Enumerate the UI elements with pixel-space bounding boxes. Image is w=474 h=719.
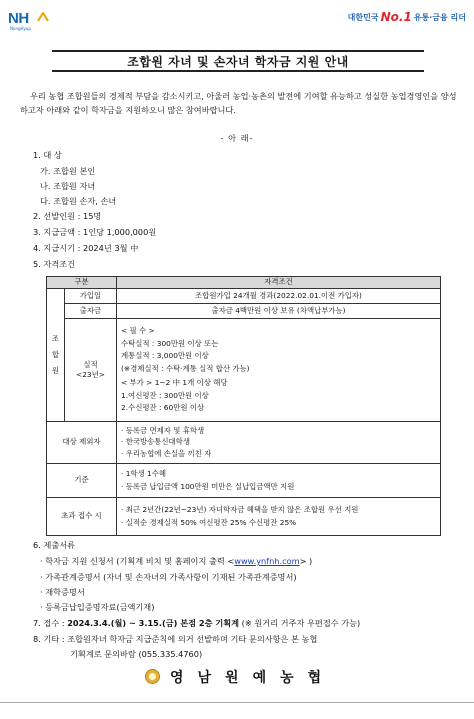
homepage-link[interactable]: www.ynfnh.com — [234, 556, 300, 566]
item-target: 1. 대 상 — [33, 150, 62, 160]
header-conditions: 자격조건 — [117, 277, 441, 289]
item-amount: 3. 지급금액 : 1인당 1,000,000원 — [33, 227, 157, 237]
docs-item-application: · 학자금 지원 신청서 (기획계 비치 및 홈페이지 출력 <www.ynfnh.com> ) — [40, 556, 313, 566]
table-row — [47, 319, 441, 422]
other-info-line2: 기획계로 문의바람 (055.335.4760) — [70, 649, 203, 659]
docs-item-enrollment: · 재학증명서 — [40, 587, 85, 597]
organization-name: 영남원예농협 — [170, 670, 336, 686]
oversubscription-value: · 최근 2년간(22년~23년) 자녀학자금 혜택을 받지 않은 조합원 우선 지원 · 실적순 경제실적 50% 여신평잔 25% 수신평잔 25% — [117, 498, 441, 536]
table-row — [47, 498, 441, 536]
receipt-info: 7. 접수 : 2024.3.4.(월) ~ 3.15.(금) 본점 2층 기획계 (※ 원거리 거주자 우편접수 가능) — [33, 618, 361, 628]
excluded-label: 대상 제외자 — [47, 422, 117, 464]
qualification-table — [46, 276, 441, 536]
section-divider-label: - 아 래- — [220, 133, 254, 143]
join-date-label: 가입일 — [65, 289, 117, 304]
table-row — [47, 304, 441, 319]
docs-item-tuition: · 등록금납입증명자료(금액기재) — [40, 602, 155, 612]
excluded-value: · 등록금 면제자 및 휴학생 · 한국방송통신대학생 · 우리농협에 손실을 끼친 자 — [117, 422, 441, 464]
coop-seal-icon — [145, 669, 160, 684]
member-group-label: 조 합 원 — [47, 289, 65, 422]
performance-value: < 필 수 > 수탁실적 : 300만원 이상 또는 계통실적 : 3,000만원 이상 (※경제실적 : 수탁·계통 실적 합산 가능) < 부가 > 1~2 中 1개 이상 해당 1.여신평잔 : 300만원 이상 2.수신평잔 : 60만원 이상 — [117, 319, 441, 422]
item-count: 2. 선발인원 : 15명 — [33, 211, 102, 221]
header-gubun: 구분 — [47, 277, 117, 289]
table-header-row — [47, 277, 441, 289]
investment-value: 출자금 4백만원 이상 보유 (차액납부가능) — [117, 304, 441, 319]
item-target-b: 나. 조합원 자녀 — [40, 181, 96, 191]
receipt-period: 2024.3.4.(월) ~ 3.15.(금) 본점 2층 기획계 — [67, 618, 240, 628]
item-target-c: 다. 조합원 손자, 손녀 — [40, 196, 117, 206]
item-qualification: 5. 자격조건 — [33, 259, 76, 269]
item-timing: 4. 지급시기 : 2024년 3월 中 — [33, 243, 139, 253]
page-header — [0, 0, 474, 36]
nh-logo: NH — [8, 10, 29, 27]
intro-paragraph: 우리 농협 조합원들의 경제적 부담을 감소시키고, 아울러 농업·농촌의 발전에 기여할 유능하고 성실한 농업경영인을 양성하고자 아래와 같이 학자금을 지원하오니 많은 참여바랍니다. — [20, 91, 457, 115]
other-info-line1: 8. 기타 : 조합원자녀 학자금 지급준칙에 의거 선발하며 기타 문의사항은 본 농협 — [33, 634, 318, 644]
standard-label: 기준 — [47, 464, 117, 498]
nh-logo-mark-icon — [37, 12, 49, 22]
oversubscription-label: 초과 접수 시 — [47, 498, 117, 536]
standard-value: · 1학생 1수혜 · 등록금 납입금액 100만원 미만은 실납입금액만 지원 — [117, 464, 441, 498]
performance-label: 실적 <23년> — [65, 319, 117, 422]
bottom-divider — [0, 702, 474, 703]
docs-item-family: · 가족관계증명서 (자녀 및 손자녀의 가족사항이 기재된 가족관계증명서) — [40, 572, 297, 582]
table-row — [47, 464, 441, 498]
no1-badge: No.1 — [380, 10, 412, 24]
docs-title: 6. 제출서류 — [33, 540, 76, 550]
header-slogan: 대한민국 No.1 유통·금융 리더 — [347, 10, 466, 24]
join-date-value: 조합원가입 24개월 경과(2022.02.01.이전 가입자) — [117, 289, 441, 304]
nh-logo-subtext: NongHyup — [10, 26, 31, 31]
investment-label: 출자금 — [65, 304, 117, 319]
table-row — [47, 422, 441, 464]
item-target-a: 가. 조합원 본인 — [40, 166, 96, 176]
table-row — [47, 289, 441, 304]
document-title: 조합원 자녀 및 손자녀 학자금 지원 안내 — [52, 50, 424, 72]
